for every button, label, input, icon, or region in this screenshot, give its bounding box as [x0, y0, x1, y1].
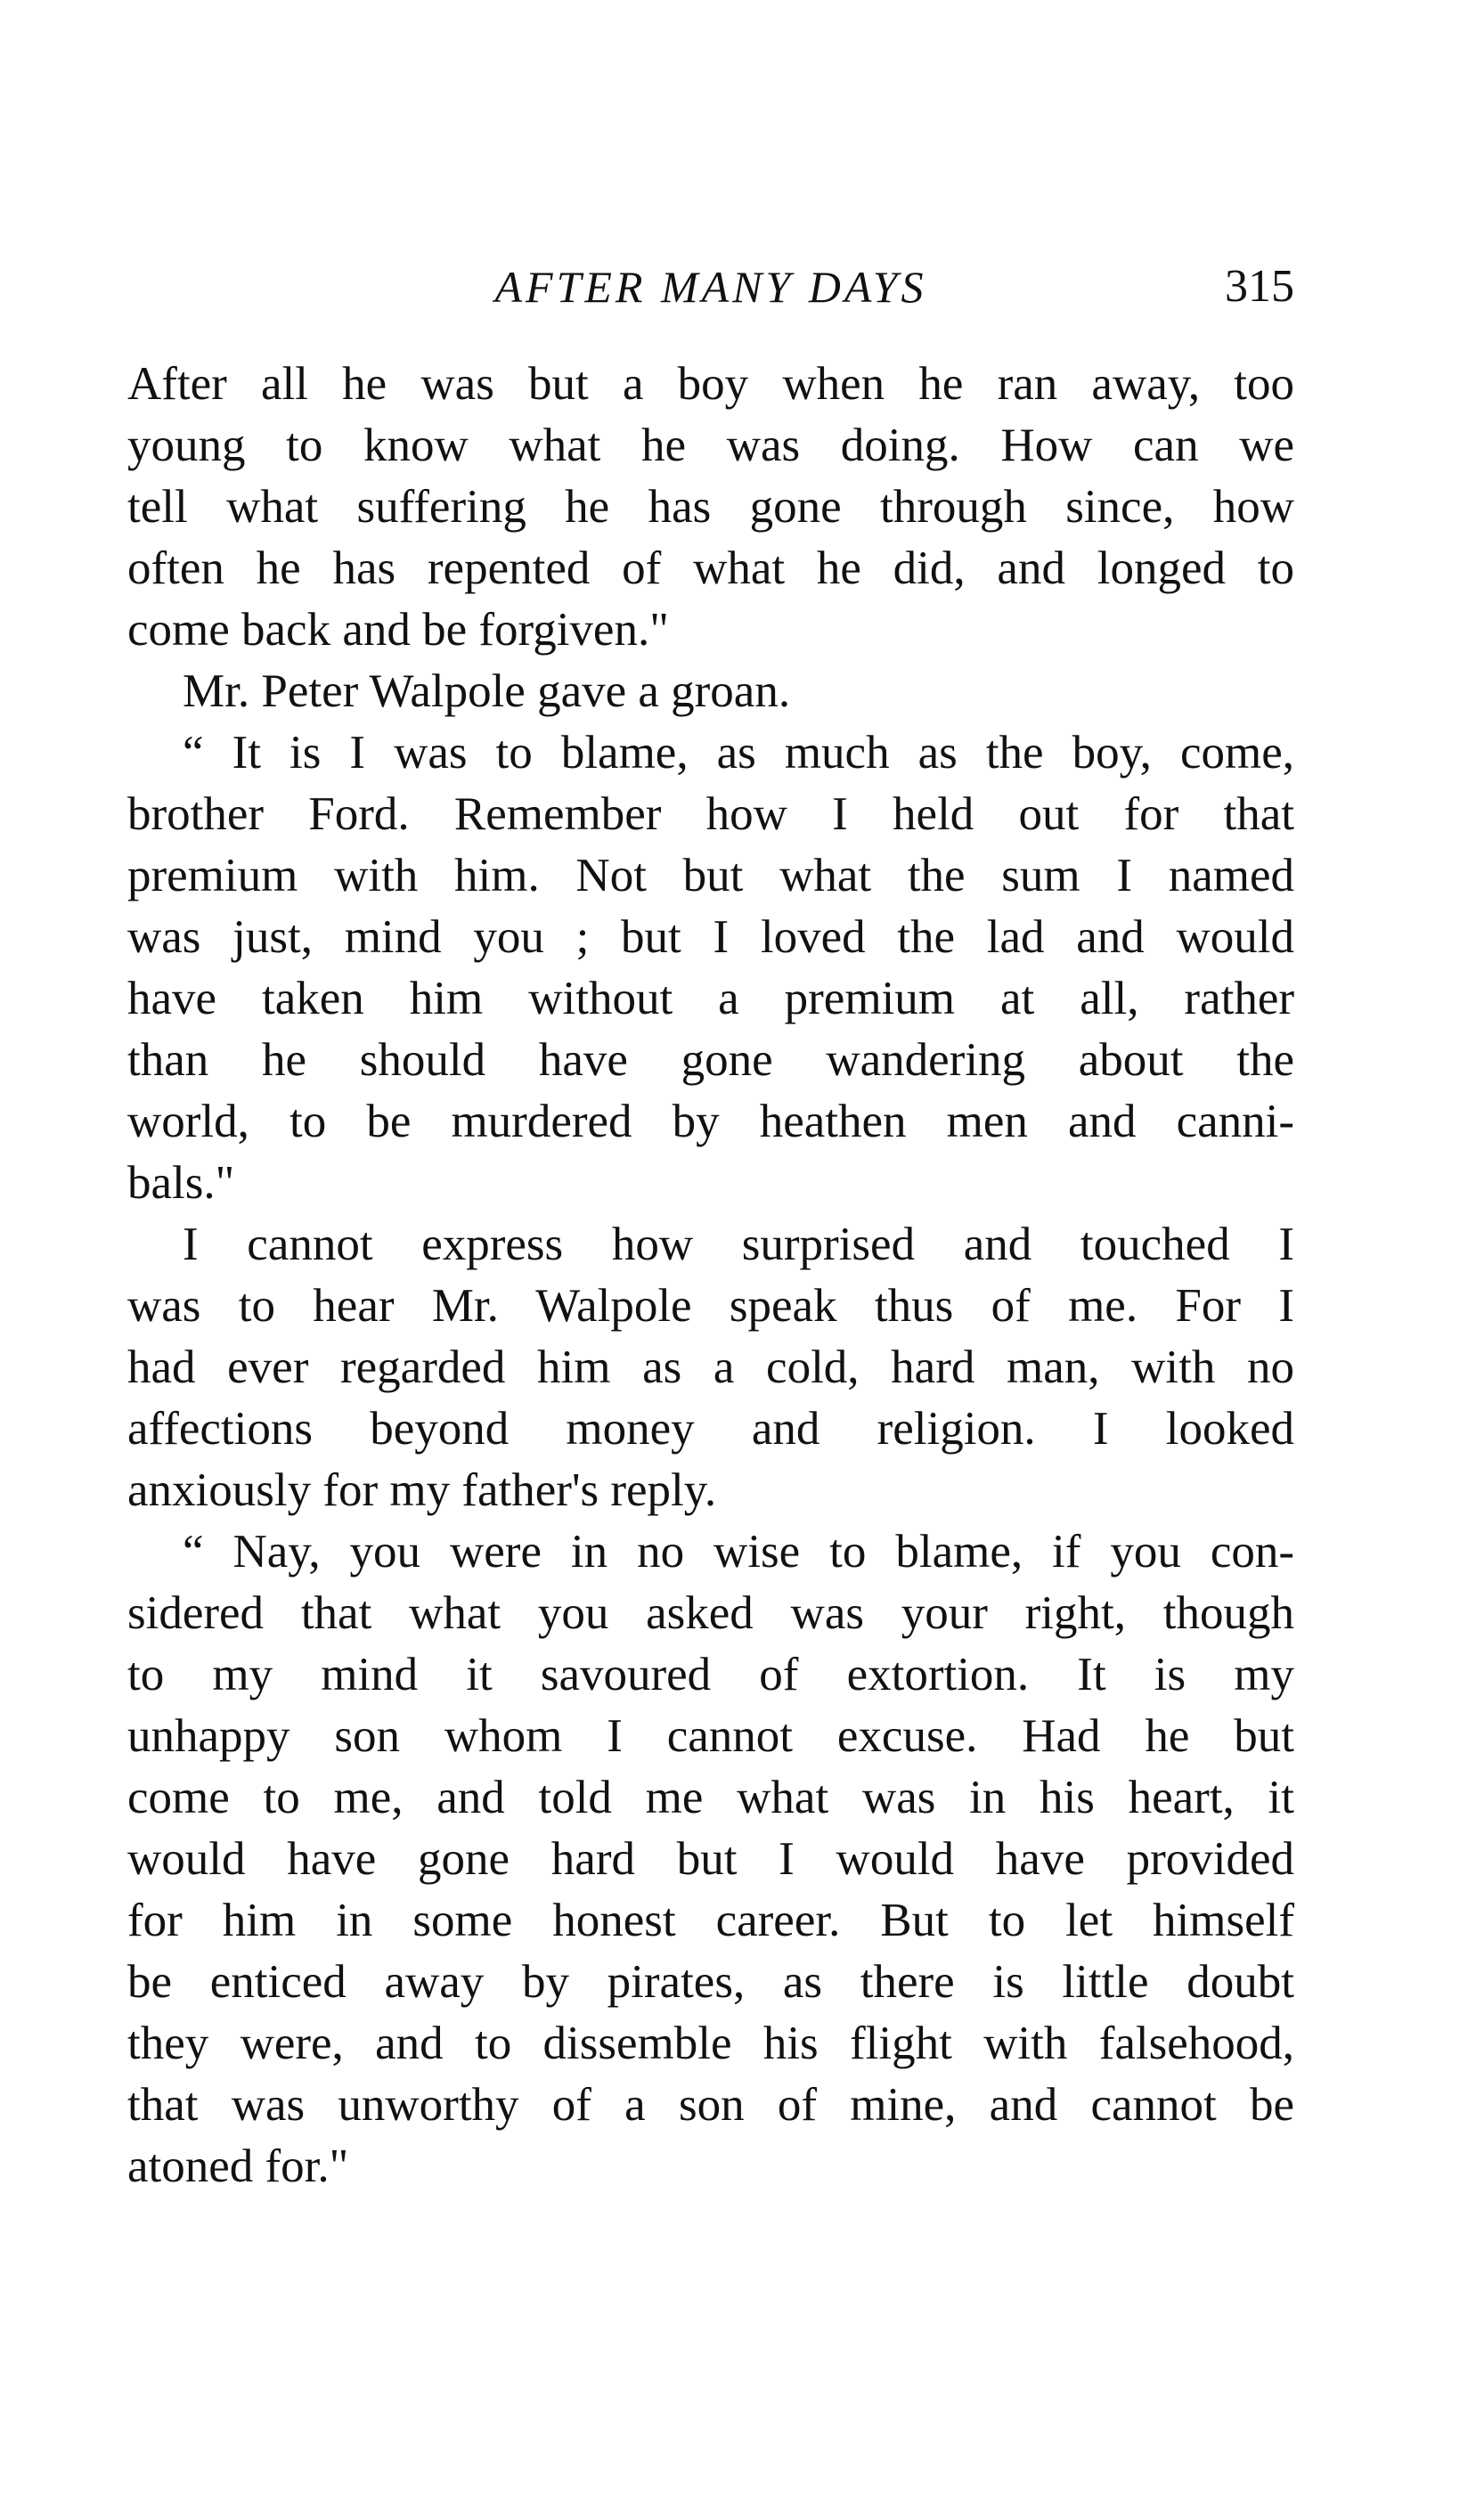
text-line: premium with him. Not but what the sum I named	[127, 850, 1294, 901]
text-line: was to hear Mr. Walpole speak thus of me. For I	[127, 1280, 1294, 1332]
text-line: I cannot express how surprised and touched I	[183, 1219, 1294, 1270]
text-line: than he should have gone wandering about the	[127, 1034, 1294, 1086]
text-line: affections beyond money and religion. I looked	[127, 1403, 1294, 1455]
text-line: often he has repented of what he did, and longed to	[127, 542, 1294, 594]
running-head	[127, 251, 1294, 322]
text-line: they were, and to dissemble his flight with falsehood,	[127, 2018, 1294, 2069]
text-line: sidered that what you asked was your right, though	[127, 1587, 1294, 1639]
text-line: that was unworthy of a son of mine, and cannot be	[127, 2079, 1294, 2131]
text-line: come back and be forgiven."	[127, 604, 669, 656]
text-line: brother Ford. Remember how I held out for that	[127, 788, 1294, 840]
text-line: Mr. Peter Walpole gave a groan.	[183, 665, 791, 717]
text-line: After all he was but a boy when he ran away, too	[127, 358, 1294, 410]
running-title: AFTER MANY DAYS	[494, 262, 927, 312]
text-line: anxiously for my father's reply.	[127, 1464, 717, 1516]
text-line: tell what suffering he has gone through since, how	[127, 481, 1294, 533]
text-line: “ It is I was to blame, as much as the boy, come,	[183, 727, 1294, 779]
text-line: world, to be murdered by heathen men and canni-	[127, 1096, 1294, 1147]
text-line: to my mind it savoured of extortion. It is my	[127, 1649, 1294, 1700]
text-line: unhappy son whom I cannot excuse. Had he but	[127, 1710, 1294, 1762]
text-line: atoned for."	[127, 2140, 349, 2192]
text-line: was just, mind you ; but I loved the lad and would	[127, 911, 1294, 963]
text-line: bals."	[127, 1157, 235, 1209]
text-line: young to know what he was doing. How can we	[127, 420, 1294, 471]
body-text	[127, 354, 1294, 2197]
text-line: had ever regarded him as a cold, hard man, with no	[127, 1341, 1294, 1393]
text-line: “ Nay, you were in no wise to blame, if you con-	[183, 1526, 1294, 1578]
text-line: come to me, and told me what was in his heart, it	[127, 1772, 1294, 1823]
text-line: be enticed away by pirates, as there is little doubt	[127, 1956, 1294, 2008]
text-line: have taken him without a premium at all, rather	[127, 973, 1294, 1024]
text-line: for him in some honest career. But to let himself	[127, 1895, 1294, 1946]
text-line: would have gone hard but I would have provided	[127, 1833, 1294, 1885]
page-number: 315	[1225, 261, 1294, 312]
